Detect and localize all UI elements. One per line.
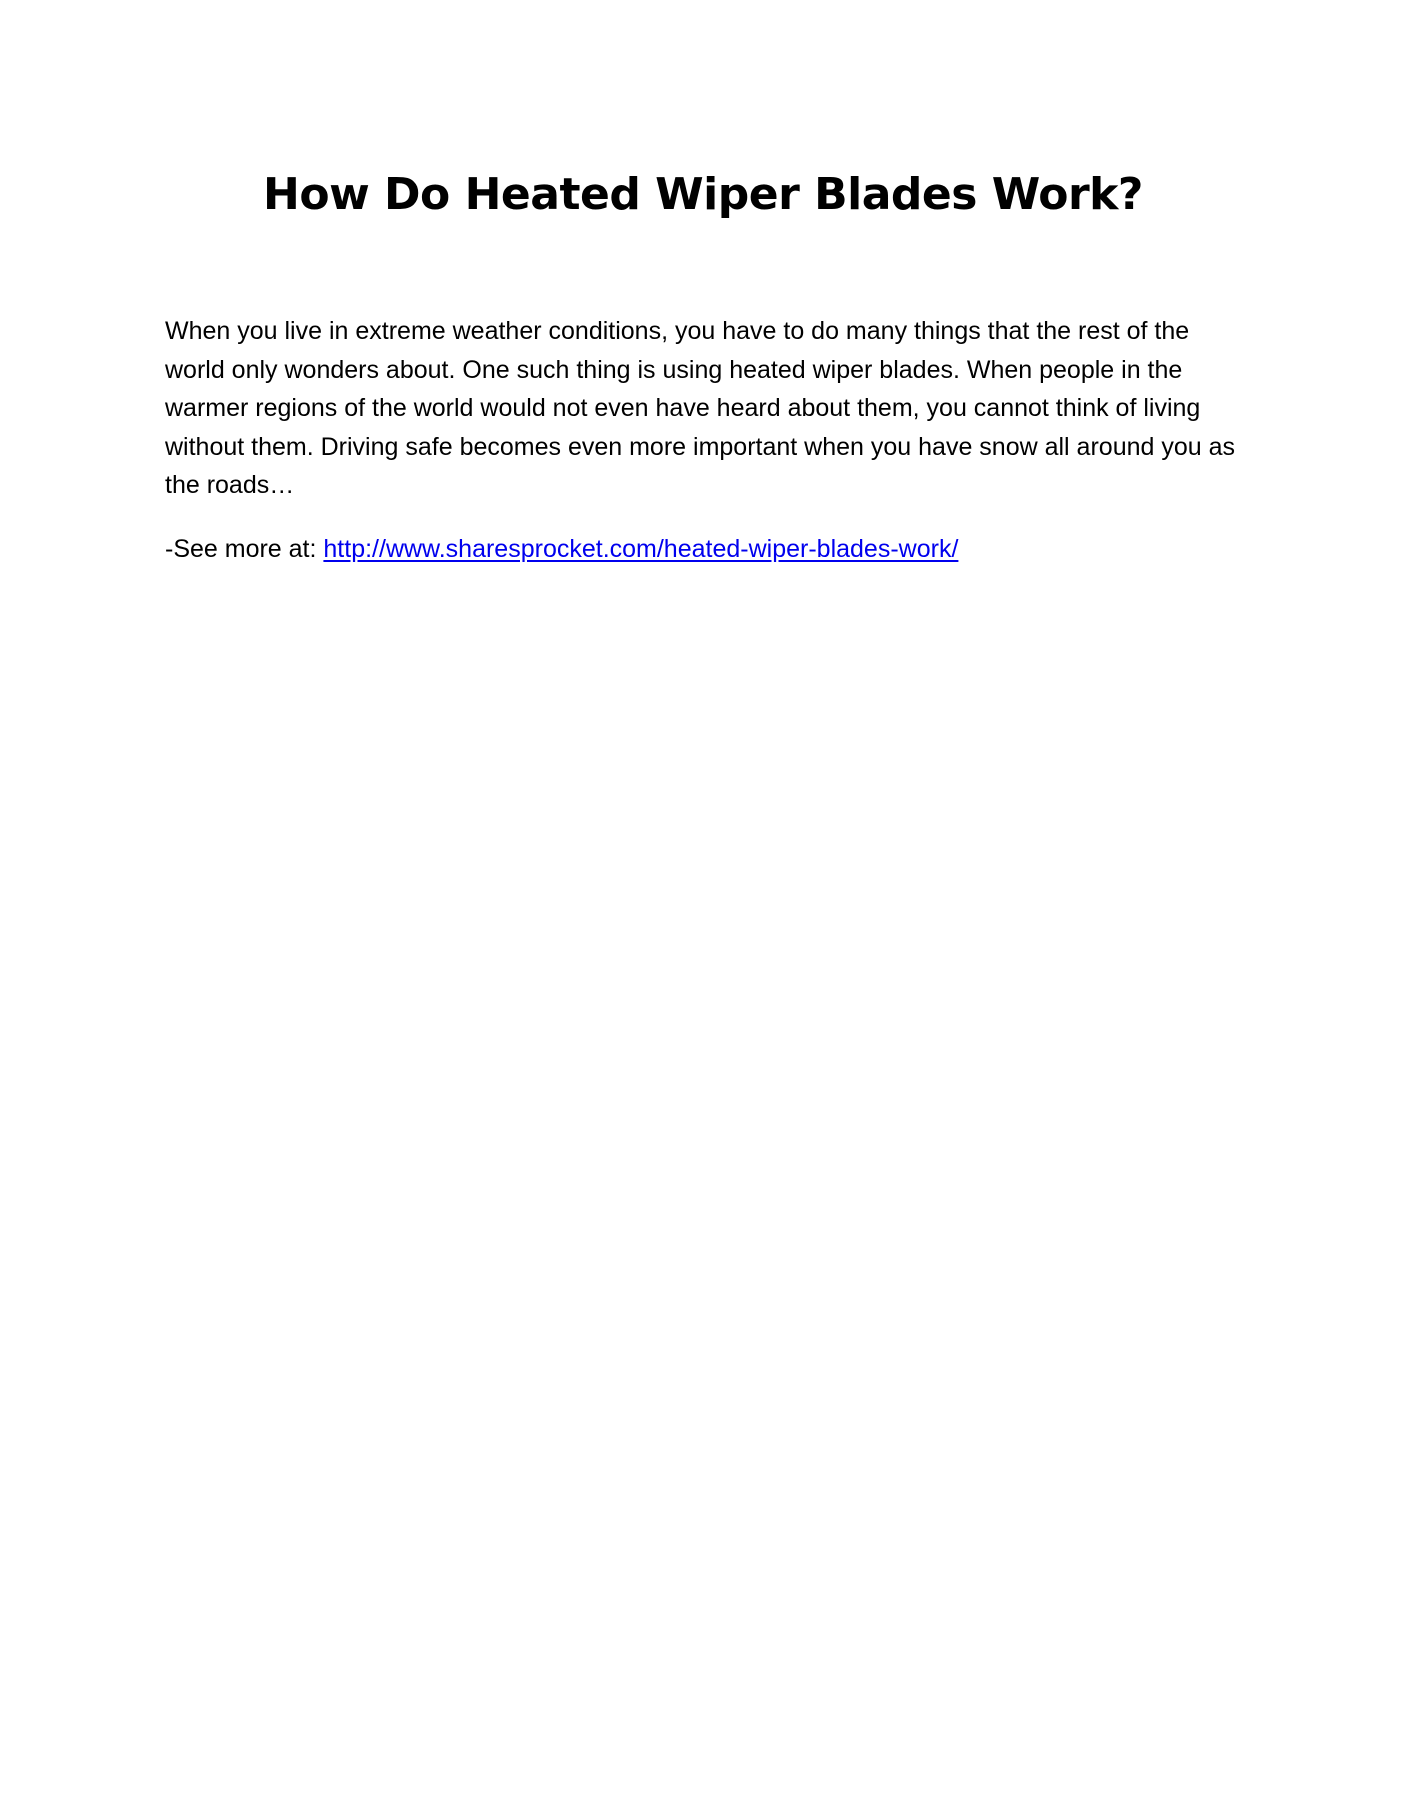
- page-title: How Do Heated Wiper Blades Work?: [263, 169, 1143, 220]
- see-more-line: [165, 530, 1250, 568]
- see-more-label: -See more at:: [165, 535, 324, 563]
- body-paragraph: When you live in extreme weather conditions, you have to do many things that the rest of the world only wonders about. One such thing is using heated wiper blades. When people in the warmer regions of the world would not even have heard about them, you cannot think of living without them. Driving safe becomes even more important when you have snow all around you as the roads…: [165, 317, 1236, 499]
- source-link[interactable]: http://www.sharesprocket.com/heated-wiper-blades-work/: [323, 535, 959, 563]
